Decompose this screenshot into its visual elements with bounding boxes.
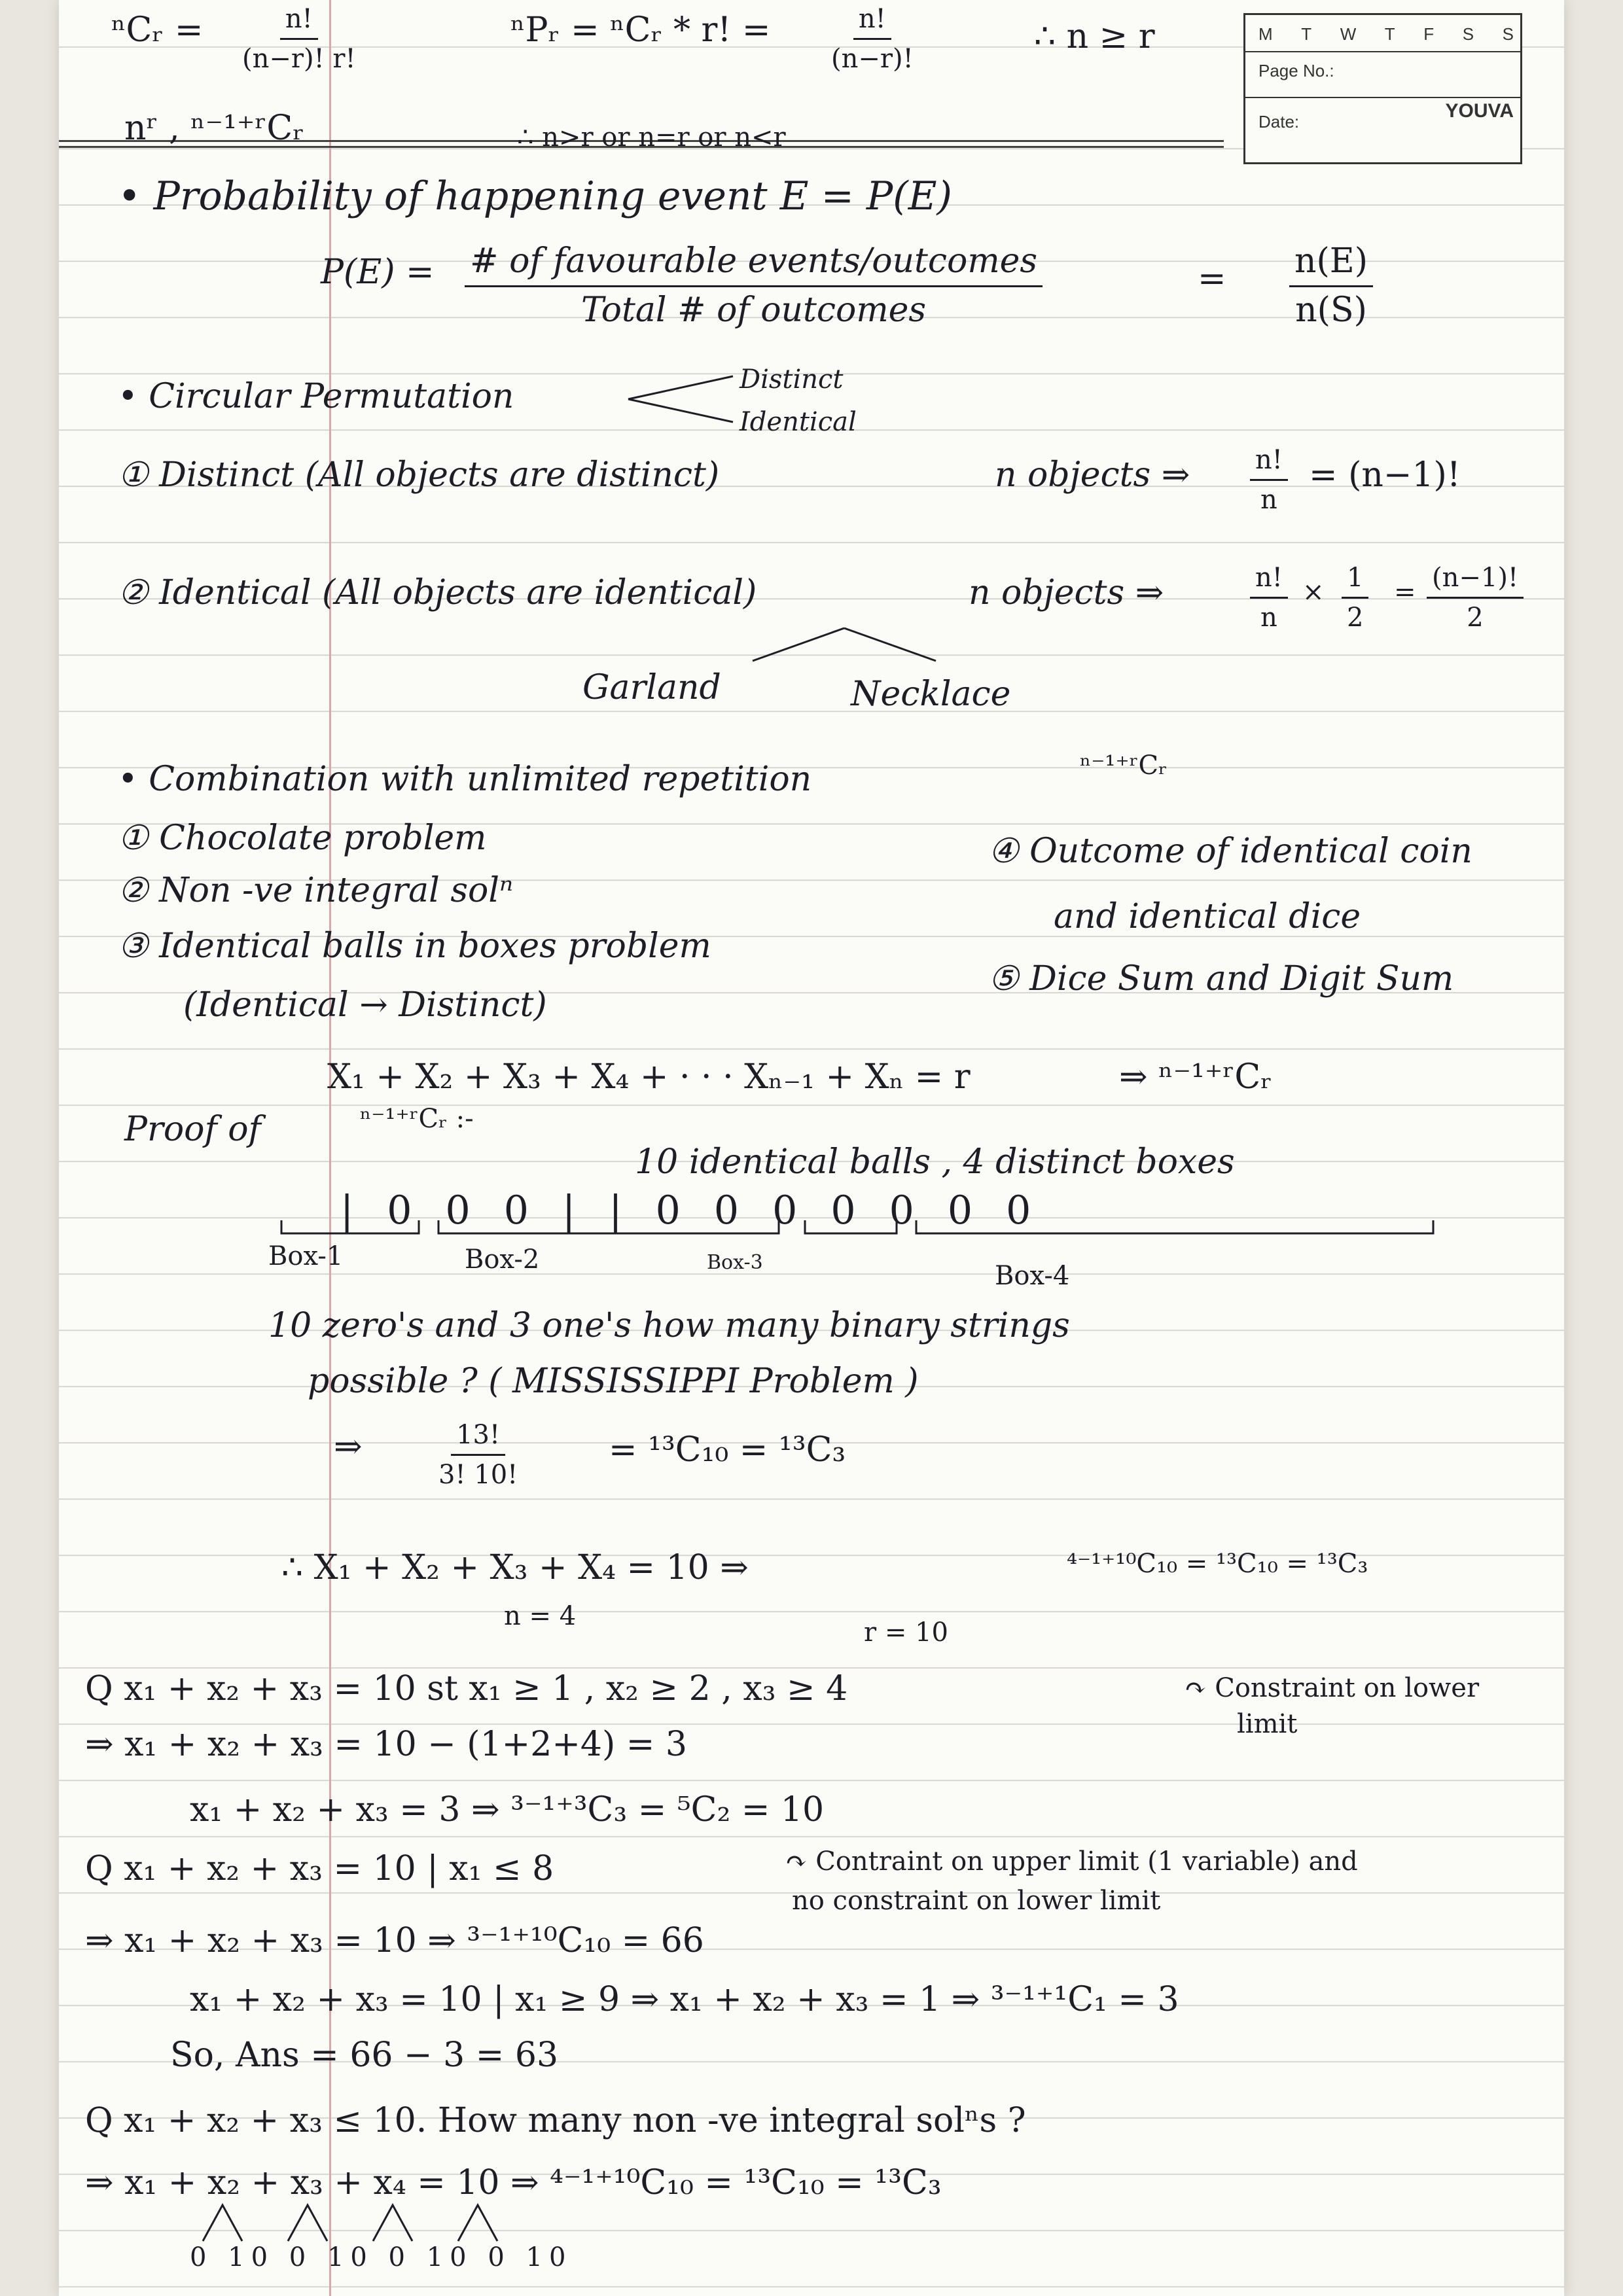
page-header-box (1243, 13, 1522, 164)
q3-statement: Q x₁ + x₂ + x₃ ≤ 10. How many non -ve integral solⁿs ? (85, 2101, 1026, 2140)
npr-numerator: n! (853, 4, 891, 40)
header-line (1245, 97, 1520, 98)
q1-note-2: limit (1237, 1709, 1298, 1739)
binary-den: 3! 10! (438, 1460, 518, 1490)
box-4-label: Box-4 (995, 1261, 1070, 1291)
balls-row: | 0 0 0 | | 0 0 0 0 0 0 0 (340, 1188, 1042, 1233)
q2-statement: Q x₁ + x₂ + x₃ = 10 | x₁ ≤ 8 (85, 1849, 554, 1888)
identical-den: n (1260, 603, 1277, 633)
probability-fraction (465, 242, 1043, 330)
box-braces (268, 1217, 1446, 1243)
day-w: W (1340, 24, 1357, 44)
identical-result (1427, 563, 1524, 633)
distinct-objects: n objects ⇒ (995, 455, 1190, 495)
identical-line: ② Identical (All objects are identical) (118, 573, 757, 612)
necklace-label: Necklace (851, 675, 1011, 714)
q1-note: ↷ Constraint on lower (1185, 1673, 1480, 1703)
branch-arrows (622, 370, 740, 429)
npr-denominator: (n−r)! (831, 44, 914, 74)
day-t2: T (1384, 24, 1395, 44)
day-f: F (1423, 24, 1435, 44)
notebook-page (59, 0, 1564, 2296)
proof-formula: ⁿ⁻¹⁺ʳCᵣ :- (360, 1104, 474, 1134)
distinct-num: n! (1250, 445, 1288, 481)
sum-equation: X₁ + X₂ + X₃ + X₄ + · · · Xₙ₋₁ + Xₙ = r (327, 1057, 971, 1097)
n-value: n = 4 (504, 1601, 577, 1631)
identical-equals: = (1394, 577, 1416, 607)
binary-fraction (438, 1420, 518, 1490)
binary-question: 10 zero's and 3 one's how many binary strings (268, 1306, 1070, 1345)
range-markers (190, 2199, 556, 2244)
garland-label: Garland (582, 668, 721, 707)
ne-fraction (1289, 242, 1373, 330)
combo-item-4: ④ Outcome of identical coin (988, 832, 1472, 871)
implies-arrow: ⇒ (334, 1427, 363, 1466)
ncr-numerator: n! (280, 4, 318, 40)
header-line (1245, 51, 1520, 52)
q1-step-2: x₁ + x₂ + x₃ = 3 ⇒ ³⁻¹⁺³C₃ = ⁵C₂ = 10 (190, 1790, 825, 1829)
ne-denominator: n(S) (1295, 290, 1367, 330)
identical-res-num: (n−1)! (1427, 563, 1524, 599)
identical-num: n! (1250, 563, 1288, 599)
repetition-formula: nʳ , ⁿ⁻¹⁺ʳCᵣ (124, 109, 305, 148)
box-1-label: Box-1 (268, 1241, 344, 1271)
brand-logo: YOUVA (1445, 100, 1514, 122)
npr-label: ⁿPᵣ = ⁿCᵣ * r! = (510, 10, 771, 50)
day-t: T (1301, 24, 1312, 44)
distinct-den: n (1260, 485, 1277, 515)
sum-equation-result: ⇒ ⁿ⁻¹⁺ʳCᵣ (1119, 1057, 1273, 1097)
half-den: 2 (1347, 603, 1364, 633)
page-no-label: Page No.: (1258, 61, 1334, 80)
box-3-label: Box-3 (707, 1251, 763, 1274)
combination-formula: ⁿ⁻¹⁺ʳCᵣ (1080, 751, 1168, 781)
half-num: 1 (1342, 563, 1368, 599)
combo-item-3b: (Identical → Distinct) (183, 985, 547, 1025)
q3-step-1: ⇒ x₁ + x₂ + x₃ + x₄ = 10 ⇒ ⁴⁻¹⁺¹⁰C₁₀ = ¹³C₁₀ = ¹³C₃ (85, 2163, 942, 2202)
proof-label: Proof of (124, 1110, 261, 1149)
binary-num: 13! (451, 1420, 505, 1456)
day-m: M (1258, 24, 1273, 44)
identical-fraction (1250, 563, 1288, 633)
identical-objects: n objects ⇒ (969, 573, 1164, 612)
weekday-row (1258, 24, 1514, 44)
half-fraction (1342, 563, 1368, 633)
branch-distinct: Distinct (740, 364, 844, 395)
garland-necklace-arrows (740, 625, 949, 664)
range-labels: 0 10 0 10 0 10 0 10 (190, 2242, 573, 2272)
repetition-condition: ∴ n>r or n=r or n<r (517, 122, 786, 152)
q2-answer: So, Ans = 66 − 3 = 63 (170, 2036, 559, 2075)
branch-identical: Identical (740, 407, 857, 437)
pe-label: P(E) = (321, 253, 435, 292)
identical-res-den: 2 (1467, 603, 1484, 633)
combo-item-4b: and identical dice (1054, 897, 1361, 936)
therefore-result: ⁴⁻¹⁺¹⁰C₁₀ = ¹³C₁₀ = ¹³C₃ (1067, 1549, 1368, 1579)
combo-item-2: ② Non -ve integral solⁿ (118, 871, 514, 910)
date-label: Date: (1258, 112, 1300, 132)
distinct-fraction (1250, 445, 1288, 515)
q2-note: ↷ Contraint on upper limit (1 variable) and (785, 1846, 1358, 1877)
npr-fraction (831, 4, 914, 74)
day-s: S (1462, 24, 1474, 44)
combo-item-1: ① Chocolate problem (118, 819, 487, 858)
ncr-denominator: (n−r)! r! (242, 44, 356, 74)
pe-numerator: # of favourable events/outcomes (465, 242, 1043, 287)
pe-denominator: Total # of outcomes (581, 290, 927, 330)
ncr-fraction (242, 4, 356, 74)
q2-note-2: no constraint on lower limit (792, 1886, 1161, 1916)
probability-title: • Probability of happening event E = P(E) (118, 173, 952, 219)
distinct-line: ① Distinct (All objects are distinct) (118, 455, 720, 495)
combo-item-3: ③ Identical balls in boxes problem (118, 927, 711, 966)
r-value: r = 10 (864, 1617, 948, 1648)
combination-title: • Combination with unlimited repetition (118, 760, 812, 799)
combo-item-5: ⑤ Dice Sum and Digit Sum (988, 959, 1454, 998)
distinct-result: = (n−1)! (1309, 455, 1461, 495)
times-sign: × (1302, 577, 1325, 607)
q2-step-1: ⇒ x₁ + x₂ + x₃ = 10 ⇒ ³⁻¹⁺¹⁰C₁₀ = 66 (85, 1921, 704, 1960)
npr-condition: ∴ n ≥ r (1034, 17, 1155, 56)
proof-description: 10 identical balls , 4 distinct boxes (635, 1142, 1235, 1182)
mississippi-question: possible ? ( MISSISSIPPI Problem ) (308, 1362, 919, 1401)
pe-equals: = (1198, 259, 1226, 298)
binary-result: = ¹³C₁₀ = ¹³C₃ (609, 1430, 846, 1470)
ncr-label: ⁿCᵣ = (111, 10, 204, 50)
therefore-equation: ∴ X₁ + X₂ + X₃ + X₄ = 10 ⇒ (281, 1548, 749, 1587)
day-s2: S (1502, 24, 1514, 44)
box-2-label: Box-2 (465, 1245, 540, 1275)
q2-step-2: x₁ + x₂ + x₃ = 10 | x₁ ≥ 9 ⇒ x₁ + x₂ + x₃ = 1 ⇒ ³⁻¹⁺¹C₁ = 3 (190, 1980, 1179, 2019)
circular-title: • Circular Permutation (118, 377, 514, 416)
q1-statement: Q x₁ + x₂ + x₃ = 10 st x₁ ≥ 1 , x₂ ≥ 2 , x₃ ≥ 4 (85, 1669, 848, 1708)
ne-numerator: n(E) (1289, 242, 1373, 287)
q1-step-1: ⇒ x₁ + x₂ + x₃ = 10 − (1+2+4) = 3 (85, 1725, 687, 1764)
